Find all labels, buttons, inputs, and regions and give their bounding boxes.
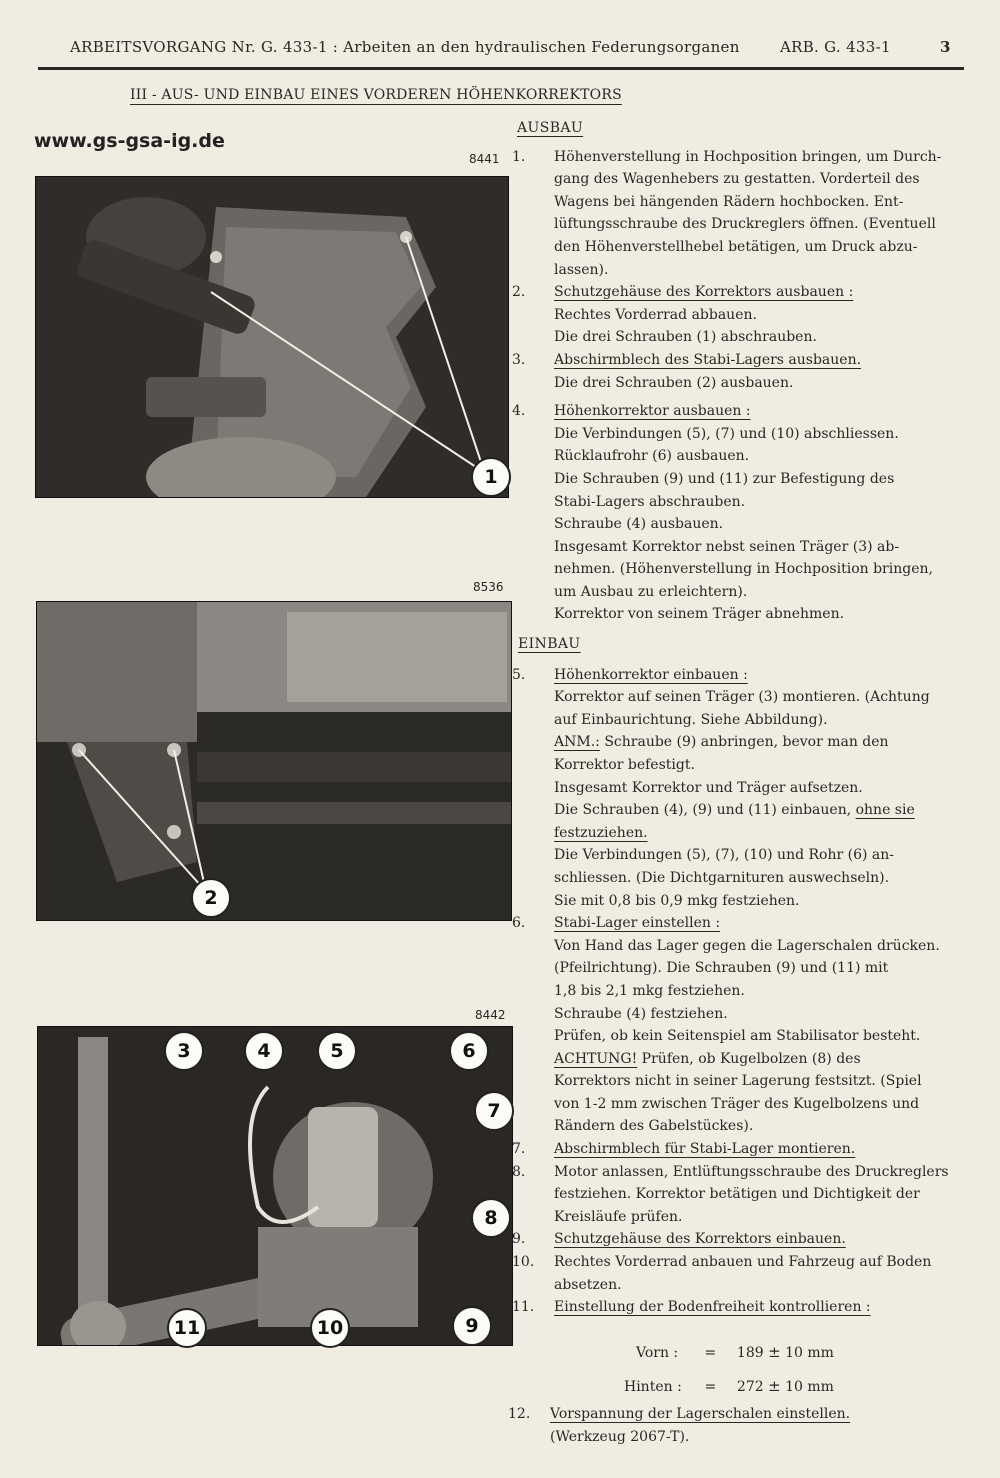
callout-9: 9 <box>452 1306 492 1346</box>
callout-4: 4 <box>244 1031 284 1071</box>
callout-8: 8 <box>471 1198 511 1238</box>
ausbau-section <box>512 117 982 626</box>
watermark-url: www.gs-gsa-ig.de <box>34 130 225 152</box>
spec-front: Vorn : = 189 ± 10 mm <box>636 1343 834 1361</box>
photo-figure-8441 <box>35 176 509 498</box>
figure-code-8536: 8536 <box>473 580 504 594</box>
spec-rear: Hinten : = 272 ± 10 mm <box>624 1377 834 1395</box>
header-rule <box>38 67 964 70</box>
document-header: ARBEITSVORGANG Nr. G. 433-1 : Arbeiten an den hydraulischen Federungsorganen <box>70 38 740 56</box>
step-7: 7. Abschirmblech für Stabi-Lager montieren. <box>512 1141 856 1158</box>
callout-7: 7 <box>474 1091 514 1131</box>
einbau-section <box>512 633 982 1319</box>
callout-2: 2 <box>191 878 231 918</box>
callout-11: 11 <box>167 1308 207 1348</box>
callout-5: 5 <box>317 1031 357 1071</box>
page-number: 3 <box>940 38 951 56</box>
photo-figure-8442 <box>37 1026 513 1346</box>
photo-figure-8536 <box>36 601 512 921</box>
step-10: 10. Rechtes Vorderrad anbauen und Fahrzeug auf Boden absetzen. <box>512 1254 932 1293</box>
step-6: 6. Stabi-Lager einstellen : Von Hand das Lager gegen die Lagerschalen drücken. (Pfeilrichtung). Die Schrauben (9) und (11) mit 1,8 bis 2,1 mkg festziehen. Schraube (4) festziehen. Prüfen, ob kein Seitenspiel am Stabilisator besteht. ACHTUNG! Prüfen, ob Kugelbolzen (8) des Korrektors nicht in seiner Lagerung festsitzt. (Spiel von 1-2 mm zwischen Träger des Kugelbolzens und Rändern des Gabelstückes). <box>512 915 940 1135</box>
step-8: 8. Motor anlassen, Entlüftungsschraube des Druckreglers festziehen. Korrektor betätigen und Dichtigkeit der Kreisläufe prüfen. <box>512 1163 949 1225</box>
ausbau-heading: AUSBAU <box>517 120 584 136</box>
step-11: 11. Einstellung der Bodenfreiheit kontrollieren : <box>512 1299 871 1316</box>
einbau-heading: EINBAU <box>518 636 581 652</box>
callout-1: 1 <box>471 457 511 497</box>
step-2: 2. Schutzgehäuse des Korrektors ausbauen : Rechtes Vorderrad abbauen. Die drei Schrauben (1) abschrauben. <box>512 284 854 346</box>
section-title: III - AUS- UND EINBAU EINES VORDEREN HÖHENKORREKTORS <box>130 87 622 103</box>
step-12: 12. Vorspannung der Lagerschalen einstellen. (Werkzeug 2067-T). <box>508 1406 851 1445</box>
step-5: 5. Höhenkorrektor einbauen : Korrektor auf seinen Träger (3) montieren. (Achtung auf Einbaurichtung. Siehe Abbildung). ANM.: Schraube (9) anbringen, bevor man den Korrektor befestigt. Insgesamt Korrektor und Träger aufsetzen. Die Schrauben (4), (9) und (11) einbauen, ohne sie festzuziehen. Die Verbindungen (5), (7), (10) und Rohr (6) an- schliessen. (Die Dichtgarnituren auswechseln). Sie mit 0,8 bis 0,9 mkg festziehen. <box>512 666 930 909</box>
document-ref: ARB. G. 433-1 <box>780 38 891 56</box>
step-4: 4. Höhenkorrektor ausbauen : Die Verbindungen (5), (7) und (10) abschliessen. Rücklaufrohr (6) ausbauen. Die Schrauben (9) und (11) zur Befestigung des Stabi-Lagers abschrauben. Schraube (4) ausbauen. Insgesamt Korrektor nebst seinen Träger (3) ab- nehmen. (Höhenverstellung in Hochposition bringen, um Ausbau zu erleichtern). Korrektor von seinem Träger abnehmen. <box>512 403 933 623</box>
step-3: 3. Abschirmblech des Stabi-Lagers ausbauen. Die drei Schrauben (2) ausbauen. <box>512 351 862 391</box>
step-9: 9. Schutzgehäuse des Korrektors einbauen. <box>512 1231 846 1248</box>
callout-10: 10 <box>310 1308 350 1348</box>
figure-code-8441: 8441 <box>469 152 500 166</box>
callout-6: 6 <box>449 1031 489 1071</box>
step-1: 1. Höhenverstellung in Hochposition bringen, um Durch- gang des Wagenhebers zu gestatten. Vorderteil des Wagens bei hängenden Rädern hochbocken. Ent- lüftungsschraube des Druckreglers öffnen. (Eventuell den Höhenverstellhebel betätigen, um Druck abzu- lassen). <box>512 148 942 278</box>
callout-3: 3 <box>164 1031 204 1071</box>
figure-code-8442: 8442 <box>475 1008 506 1022</box>
